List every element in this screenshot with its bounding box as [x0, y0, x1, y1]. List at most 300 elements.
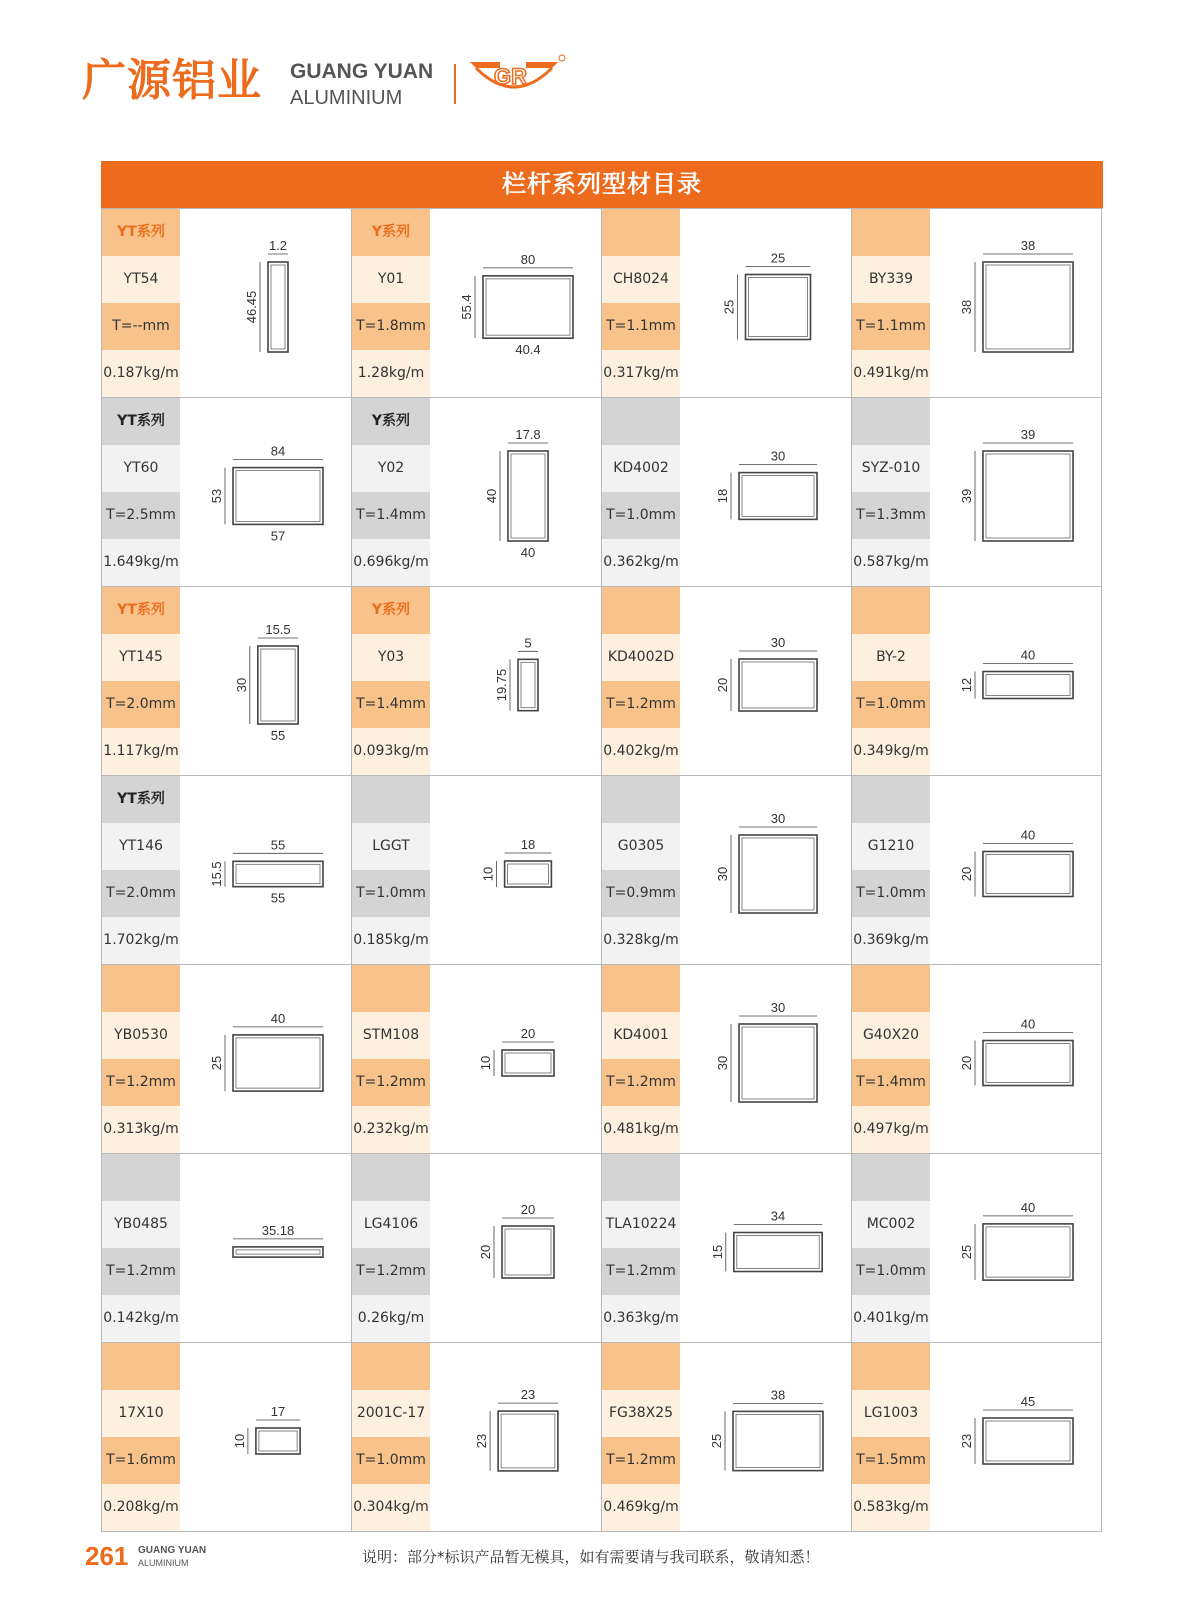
profile-info: [852, 587, 930, 775]
profile-cell: [352, 209, 602, 398]
profile-info: [602, 776, 680, 964]
dimension-label: 19.75: [494, 668, 509, 702]
dimension-label: 55: [270, 890, 286, 906]
dimension-label: 38: [1020, 238, 1036, 253]
profile-thickness: T=1.2mm: [602, 1248, 680, 1295]
profile-inner-wall: [986, 1044, 1070, 1083]
profile-cell: [602, 776, 852, 965]
profile-section-icon: [680, 965, 852, 1153]
dimension-label: 30: [770, 448, 786, 464]
catalog-title: 栏杆系列型材目录: [101, 161, 1103, 208]
profile-weight: 0.313kg/m: [102, 1106, 180, 1153]
profile-series: YT系列: [102, 776, 180, 823]
profile-outline: [233, 468, 323, 525]
profile-info: [352, 776, 430, 964]
profile-info: [852, 965, 930, 1153]
profile-thickness: T=1.4mm: [352, 492, 430, 539]
profile-outline: [983, 1418, 1073, 1464]
profile-inner-wall: [986, 265, 1070, 349]
profile-drawing: [930, 1343, 1102, 1531]
profile-inner-wall: [986, 675, 1070, 696]
dimension-label: 10: [231, 1433, 247, 1449]
profile-cell: [102, 965, 352, 1154]
profile-thickness: T=2.5mm: [102, 492, 180, 539]
dimension-label: 17: [270, 1404, 286, 1419]
profile-info: [852, 209, 930, 397]
profile-cell: [852, 1154, 1102, 1343]
profile-code: G40X20: [852, 1012, 930, 1059]
dimension-label: 46.45: [244, 290, 259, 324]
profile-series: [352, 965, 430, 1012]
profile-weight: 1.649kg/m: [102, 539, 180, 586]
profile-drawing: [680, 965, 852, 1153]
profile-weight: 0.402kg/m: [602, 728, 680, 775]
profile-weight: 0.232kg/m: [352, 1106, 430, 1153]
profile-section-icon: [430, 209, 602, 397]
profile-drawing: [680, 776, 852, 964]
profile-inner-wall: [742, 1027, 814, 1099]
profile-code: KD4002: [602, 445, 680, 492]
profile-info: [602, 965, 680, 1153]
profile-thickness: T=1.0mm: [852, 681, 930, 728]
profile-cell: [602, 587, 852, 776]
profile-inner-wall: [986, 1421, 1070, 1461]
dimension-label: 17.8: [515, 427, 541, 442]
profile-catalog-table: [101, 161, 1103, 1532]
dimension-label: 40: [520, 545, 536, 560]
profile-weight: 0.363kg/m: [602, 1295, 680, 1342]
profile-thickness: T=1.2mm: [602, 1437, 680, 1484]
dimension-label: 10: [478, 1055, 493, 1071]
gy-logo-icon: [466, 54, 566, 104]
profile-series: [852, 587, 930, 634]
profile-section-icon: [180, 209, 352, 397]
dimension-label: 40: [270, 1010, 286, 1026]
profile-inner-wall: [261, 649, 295, 721]
profile-outline: [233, 1247, 323, 1257]
profile-code: YT54: [102, 256, 180, 303]
profile-code: YT60: [102, 445, 180, 492]
profile-code: LGGT: [352, 823, 430, 870]
profile-drawing: [680, 587, 852, 775]
profile-outline: [739, 473, 817, 520]
profile-info: [852, 1154, 930, 1342]
profile-outline: [502, 1226, 554, 1278]
profile-drawing: [930, 398, 1102, 586]
dimension-label: 12: [959, 677, 974, 693]
profile-thickness: T=--mm: [102, 303, 180, 350]
dimension-label: 18: [520, 837, 536, 852]
profile-code: YB0530: [102, 1012, 180, 1059]
profile-series: [602, 965, 680, 1012]
profile-code: YT145: [102, 634, 180, 681]
profile-info: [602, 398, 680, 586]
profile-outline: [983, 1041, 1073, 1086]
profile-inner-wall: [236, 1038, 320, 1088]
profile-code: G1210: [852, 823, 930, 870]
profile-cell: [852, 965, 1102, 1154]
dimension-label: 5: [524, 635, 532, 651]
profile-code: TLA10224: [602, 1201, 680, 1248]
brand-name-en: GUANG YUAN: [290, 60, 434, 83]
profile-section-icon: [680, 398, 852, 586]
dimension-label: 30: [233, 677, 249, 693]
profile-cell: [352, 587, 602, 776]
profile-info: [602, 587, 680, 775]
profile-series: [602, 209, 680, 256]
profile-code: YT146: [102, 823, 180, 870]
dimension-label: 55: [270, 837, 286, 853]
profile-outline: [739, 1024, 817, 1102]
profile-drawing: [430, 398, 602, 586]
svg-text:GR: GR: [494, 64, 527, 89]
profile-thickness: T=1.3mm: [852, 492, 930, 539]
page-header: [82, 52, 602, 112]
profile-info: [352, 1343, 430, 1531]
profile-drawing: [180, 1154, 352, 1342]
profile-section-icon: [430, 776, 602, 964]
profile-cell: [852, 398, 1102, 587]
brand-name-cn: 广源铝业: [82, 55, 262, 106]
dimension-label: 39: [959, 488, 974, 504]
profile-thickness: T=1.0mm: [352, 1437, 430, 1484]
dimension-label: 84: [270, 443, 286, 459]
profile-thickness: T=1.8mm: [352, 303, 430, 350]
dimension-label: 40: [483, 488, 499, 504]
profile-info: [352, 209, 430, 397]
profile-code: BY-2: [852, 634, 930, 681]
profile-thickness: T=0.9mm: [602, 870, 680, 917]
profile-info: [602, 1154, 680, 1342]
profile-section-icon: [680, 1154, 852, 1342]
profile-weight: 0.469kg/m: [602, 1484, 680, 1531]
profile-weight: 0.362kg/m: [602, 539, 680, 586]
profile-weight: 0.328kg/m: [602, 917, 680, 964]
dimension-label: 38: [770, 1387, 786, 1403]
dimension-label: 38: [959, 299, 974, 315]
profile-outline: [483, 276, 573, 338]
profile-drawing: [680, 209, 852, 397]
profile-series: YT系列: [102, 398, 180, 445]
profile-series: [602, 587, 680, 634]
profile-series: [852, 776, 930, 823]
profile-thickness: T=1.0mm: [852, 870, 930, 917]
dimension-label: 30: [770, 1000, 786, 1015]
profile-cell: [352, 1343, 602, 1532]
profile-weight: 0.497kg/m: [852, 1106, 930, 1153]
profile-section-icon: [180, 1343, 352, 1531]
dimension-label: 40: [1020, 827, 1036, 843]
profile-weight: 0.317kg/m: [602, 350, 680, 397]
profile-outline: [983, 451, 1073, 541]
profile-weight: 0.187kg/m: [102, 350, 180, 397]
profile-series: [852, 1343, 930, 1390]
profile-series: YT系列: [102, 209, 180, 256]
profile-inner-wall: [742, 838, 814, 910]
profile-thickness: T=1.0mm: [352, 870, 430, 917]
profile-section-icon: [680, 587, 852, 775]
dimension-label: 25: [770, 250, 786, 266]
dimension-label: 40: [1020, 1199, 1036, 1215]
profile-series: [352, 1343, 430, 1390]
brand-subtitle-en: ALUMINIUM: [290, 87, 403, 109]
profile-section-icon: [930, 1154, 1102, 1342]
profile-inner-wall: [521, 662, 535, 707]
profile-thickness: T=1.2mm: [352, 1248, 430, 1295]
dimension-label: 53: [209, 488, 224, 504]
profile-series: Y系列: [352, 398, 430, 445]
profile-weight: 0.369kg/m: [852, 917, 930, 964]
profile-cell: [602, 1154, 852, 1343]
profile-code: Y01: [352, 256, 430, 303]
dimension-label: 30: [715, 866, 730, 882]
profile-outline: [983, 262, 1073, 352]
profile-weight: 0.142kg/m: [102, 1295, 180, 1342]
dimension-label: 57: [270, 528, 286, 544]
profile-outline: [498, 1411, 558, 1471]
profile-inner-wall: [986, 454, 1070, 538]
dimension-label: 80: [520, 251, 536, 267]
dimension-label: 25: [721, 299, 737, 315]
profile-weight: 1.28kg/m: [352, 350, 430, 397]
dimension-label: 30: [770, 635, 786, 650]
profile-cell: [102, 776, 352, 965]
profile-section-icon: [680, 1343, 852, 1531]
profile-cell: [352, 1154, 602, 1343]
profile-cell: [852, 1343, 1102, 1532]
profile-series: [852, 209, 930, 256]
dimension-label: 40: [1020, 1016, 1036, 1032]
profile-weight: 0.401kg/m: [852, 1295, 930, 1342]
profile-cell: [102, 1343, 352, 1532]
profile-series: [852, 1154, 930, 1201]
profile-drawing: [180, 965, 352, 1153]
profile-drawing: [430, 587, 602, 775]
dimension-label: 18: [715, 488, 730, 504]
profile-weight: 0.583kg/m: [852, 1484, 930, 1531]
profile-info: [352, 1154, 430, 1342]
profile-drawing: [180, 209, 352, 397]
dimension-label: 23: [474, 1433, 490, 1449]
profile-outline: [733, 1411, 823, 1470]
profile-drawing: [180, 398, 352, 586]
profile-code: STM108: [352, 1012, 430, 1059]
profile-series: YT系列: [102, 587, 180, 634]
dimension-label: 20: [520, 1202, 536, 1217]
profile-inner-wall: [986, 1227, 1070, 1277]
profile-info: [102, 1154, 180, 1342]
profile-section-icon: [180, 398, 352, 586]
profile-outline: [983, 852, 1073, 897]
profile-thickness: T=2.0mm: [102, 870, 180, 917]
profile-section-icon: [430, 587, 602, 775]
profile-section-icon: [430, 965, 602, 1153]
profile-drawing: [180, 776, 352, 964]
page-number: 261: [85, 1541, 129, 1571]
profile-info: [352, 965, 430, 1153]
profile-drawing: [930, 1154, 1102, 1342]
profile-thickness: T=1.4mm: [852, 1059, 930, 1106]
profile-series: [852, 965, 930, 1012]
profile-series: Y系列: [352, 587, 430, 634]
profile-cell: [102, 587, 352, 776]
profile-drawing: [180, 587, 352, 775]
profile-outline: [746, 275, 811, 340]
dimension-label: 20: [959, 866, 974, 882]
profile-cell: [852, 209, 1102, 398]
profile-thickness: T=1.1mm: [852, 303, 930, 350]
profile-inner-wall: [737, 1236, 819, 1269]
header-divider: [454, 64, 456, 104]
dimension-label: 20: [520, 1026, 536, 1041]
profile-info: [102, 587, 180, 775]
profile-thickness: T=1.4mm: [352, 681, 430, 728]
profile-section-icon: [180, 776, 352, 964]
profile-cell: [352, 965, 602, 1154]
profile-section-icon: [680, 209, 852, 397]
profile-info: [352, 587, 430, 775]
profile-thickness: T=1.0mm: [852, 1248, 930, 1295]
profile-code: Y02: [352, 445, 430, 492]
dimension-label: 45: [1020, 1394, 1036, 1409]
dimension-label: 34: [770, 1208, 786, 1224]
profile-outline: [983, 1224, 1073, 1280]
profile-section-icon: [930, 776, 1102, 964]
profile-drawing: [180, 1343, 352, 1531]
profile-section-icon: [930, 209, 1102, 397]
profile-outline: [739, 659, 817, 711]
profile-inner-wall: [505, 1053, 551, 1073]
profile-drawing: [430, 776, 602, 964]
dimension-label: 23: [520, 1387, 536, 1403]
profile-series: [602, 1154, 680, 1201]
profile-code: 2001C-17: [352, 1390, 430, 1437]
profile-section-icon: [430, 1343, 602, 1531]
profile-thickness: T=1.6mm: [102, 1437, 180, 1484]
dimension-label: 35.18: [261, 1222, 295, 1238]
profile-series: [852, 398, 930, 445]
profile-weight: 0.587kg/m: [852, 539, 930, 586]
profile-series: [102, 1343, 180, 1390]
profile-outline: [502, 1050, 554, 1076]
profile-info: [852, 398, 930, 586]
profile-code: Y03: [352, 634, 430, 681]
dimension-label: 30: [715, 1055, 730, 1071]
profile-cell: [852, 587, 1102, 776]
profile-weight: 0.481kg/m: [602, 1106, 680, 1153]
profile-inner-wall: [736, 1414, 820, 1467]
profile-inner-wall: [986, 855, 1070, 894]
profile-section-icon: [430, 398, 602, 586]
profile-drawing: [680, 398, 852, 586]
profile-code: 17X10: [102, 1390, 180, 1437]
profile-section-icon: [180, 587, 352, 775]
profile-inner-wall: [271, 265, 285, 349]
profile-thickness: T=1.2mm: [602, 1059, 680, 1106]
profile-drawing: [930, 776, 1102, 964]
profile-section-icon: [180, 965, 352, 1153]
footer-brand-sub: ALUMINIUM: [138, 1558, 189, 1568]
profile-cell: [602, 965, 852, 1154]
profile-cell: [852, 776, 1102, 965]
dimension-label: 25: [209, 1055, 224, 1071]
profile-outline: [508, 451, 548, 541]
profile-section-icon: [430, 1154, 602, 1342]
profile-code: LG4106: [352, 1201, 430, 1248]
profile-thickness: T=1.1mm: [602, 303, 680, 350]
profile-inner-wall: [505, 1229, 551, 1275]
dimension-label: 20: [959, 1055, 974, 1071]
dimension-label: 20: [715, 677, 730, 693]
profile-inner-wall: [236, 1250, 320, 1254]
profile-info: [352, 398, 430, 586]
profile-inner-wall: [742, 476, 814, 517]
profile-code: BY339: [852, 256, 930, 303]
profile-weight: 0.208kg/m: [102, 1484, 180, 1531]
dimension-label: 15.5: [265, 622, 291, 637]
profile-cell: [602, 398, 852, 587]
profile-weight: 0.696kg/m: [352, 539, 430, 586]
profile-info: [102, 398, 180, 586]
dimension-label: 10: [480, 866, 496, 882]
profile-outline: [233, 1035, 323, 1091]
profile-thickness: T=1.2mm: [102, 1059, 180, 1106]
profile-section-icon: [930, 965, 1102, 1153]
profile-code: SYZ-010: [852, 445, 930, 492]
profile-drawing: [430, 1343, 602, 1531]
profile-inner-wall: [508, 864, 549, 884]
profile-inner-wall: [259, 1431, 297, 1451]
catalog-grid: [101, 208, 1103, 1532]
dimension-label: 15: [709, 1244, 725, 1260]
profile-inner-wall: [742, 662, 814, 708]
dimension-label: 15.5: [209, 861, 224, 887]
profile-weight: 1.702kg/m: [102, 917, 180, 964]
profile-cell: [602, 209, 852, 398]
profile-outline: [505, 861, 552, 887]
profile-cell: [102, 209, 352, 398]
profile-code: MC002: [852, 1201, 930, 1248]
dimension-label: 25: [959, 1244, 974, 1260]
profile-series: [352, 1154, 430, 1201]
profile-cell: [352, 398, 602, 587]
dimension-label: 1.2: [268, 238, 288, 253]
profile-inner-wall: [511, 454, 545, 538]
profile-code: CH8024: [602, 256, 680, 303]
profile-section-icon: [680, 776, 852, 964]
profile-drawing: [430, 209, 602, 397]
profile-weight: 0.185kg/m: [352, 917, 430, 964]
profile-weight: 1.117kg/m: [102, 728, 180, 775]
profile-outline: [258, 646, 298, 724]
profile-weight: 0.491kg/m: [852, 350, 930, 397]
dimension-label: 55.4: [459, 294, 474, 320]
profile-thickness: T=1.5mm: [852, 1437, 930, 1484]
profile-drawing: [930, 587, 1102, 775]
profile-series: Y系列: [352, 209, 430, 256]
dimension-label: 55: [270, 728, 286, 743]
profile-series: [102, 1154, 180, 1201]
profile-drawing: [930, 209, 1102, 397]
profile-weight: 0.349kg/m: [852, 728, 930, 775]
profile-section-icon: [930, 1343, 1102, 1531]
profile-cell: [602, 1343, 852, 1532]
profile-thickness: T=1.2mm: [102, 1248, 180, 1295]
profile-info: [102, 209, 180, 397]
profile-weight: 0.304kg/m: [352, 1484, 430, 1531]
dimension-label: 23: [959, 1433, 974, 1449]
profile-outline: [983, 672, 1073, 699]
